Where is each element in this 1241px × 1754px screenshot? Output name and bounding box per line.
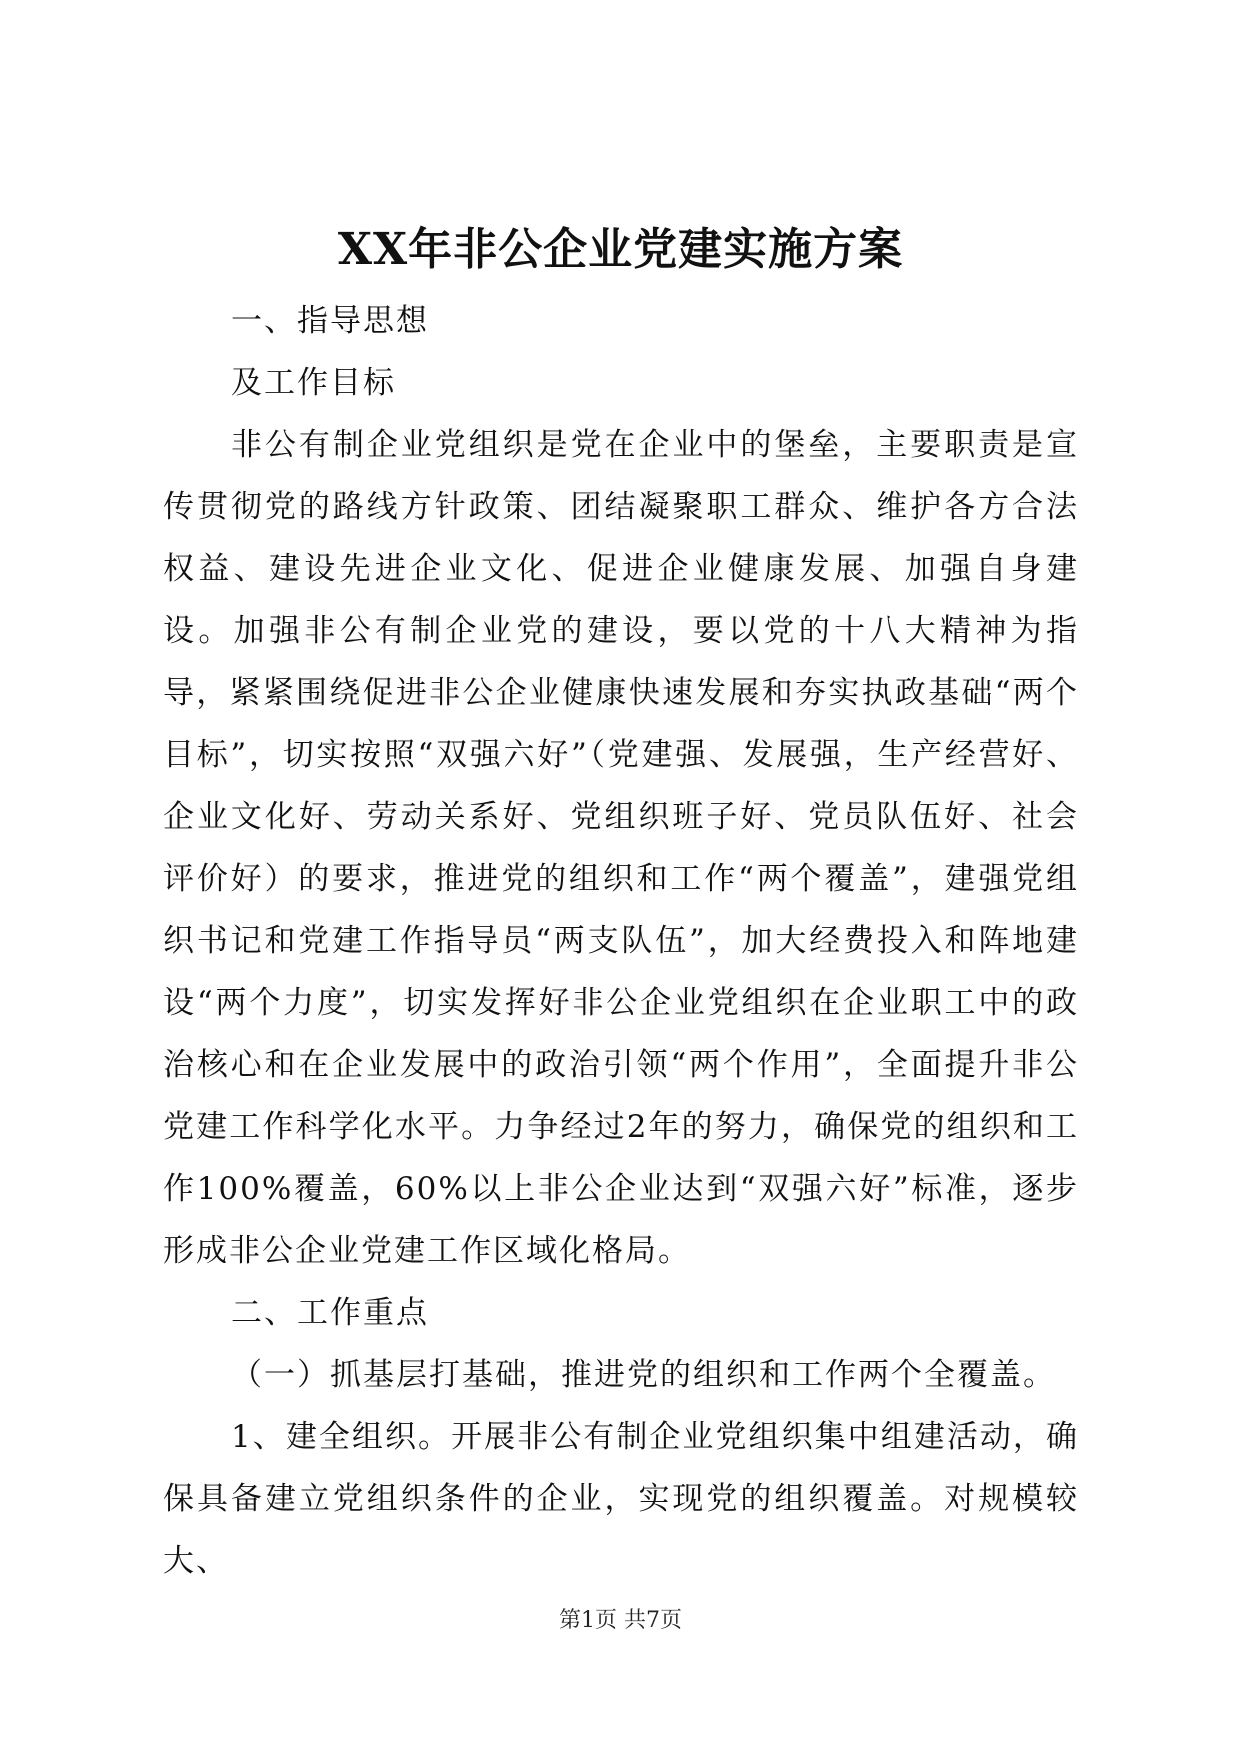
section-heading-work-goals: 及工作目标 [231,365,396,401]
subsection-heading-1: （一）抓基层打基础，推进党的组织和工作两个全覆盖。 [231,1357,1056,1393]
body-paragraph-organization: 1、建全组织。开展非公有制企业党组织集中组建活动，确保具备建立党组织条件的企业，实现党的组织覆盖。对规模较大、 [163,1419,1079,1579]
section-heading-work-focus: 二、工作重点 [231,1295,429,1331]
document-title: XX年非公企业党建实施方案 [337,224,904,275]
document-body [163,290,1079,1592]
section-heading-guiding-thought: 一、指导思想 [231,303,429,339]
page-footer: 第1页 共7页 [559,1608,682,1633]
body-paragraph-goals: 非公有制企业党组织是党在企业中的堡垒，主要职责是宣传贯彻党的路线方针政策、团结凝聚职工群众、维护各方合法权益、建设先进企业文化、促进企业健康发展、加强自身建设。加强非公有制企业党的建设，要以党的十八大精神为指导，紧紧围绕促进非公企业健康快速发展和夯实执政基础“两个目标”，切实按照“双强六好”（党建强、发展强，生产经营好、企业文化好、劳动关系好、党组织班子好、党员队伍好、社会评价好）的要求，推进党的组织和工作“两个覆盖”，建强党组织书记和党建工作指导员“两支队伍”，加大经费投入和阵地建设“两个力度”，切实发挥好非公企业党组织在企业职工中的政治核心和在企业发展中的政治引领“两个作用”，全面提升非公党建工作科学化水平。力争经过2年的努力，确保党的组织和工作100%覆盖，60%以上非公企业达到“双强六好”标准，逐步形成非公企业党建工作区域化格局。 [163,427,1079,1269]
